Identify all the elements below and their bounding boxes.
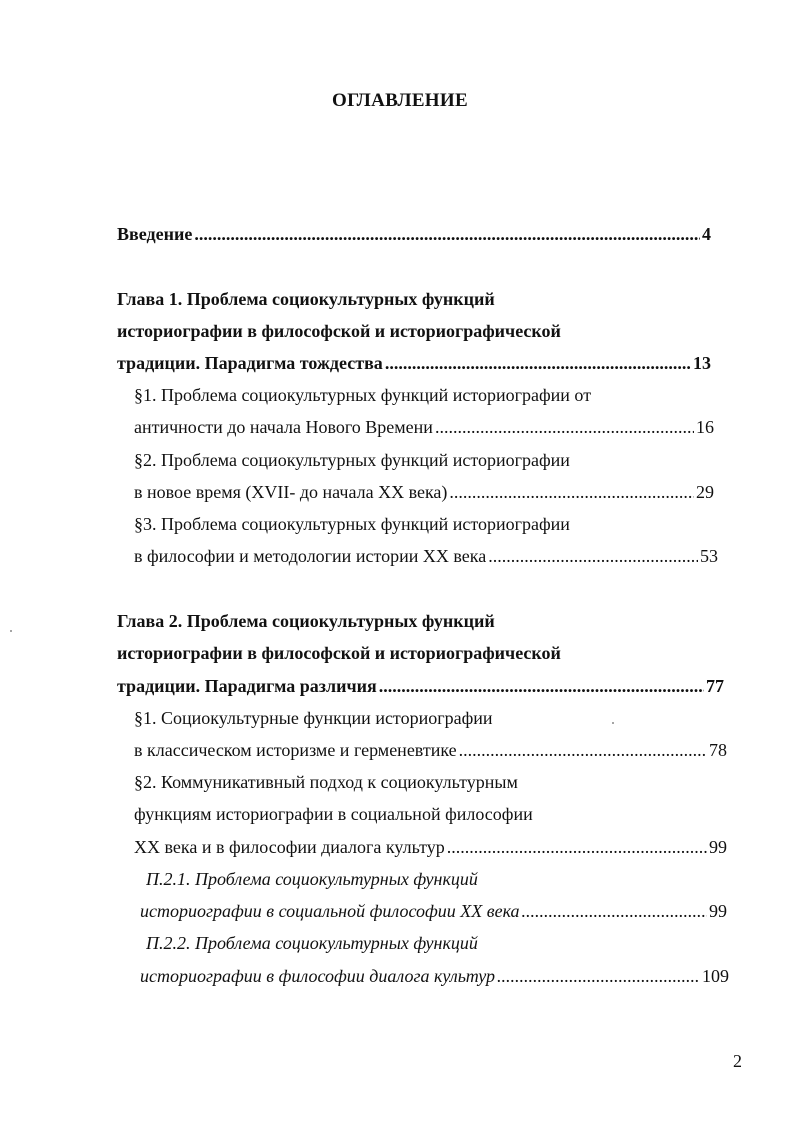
chapter-1-title-line-2: историографии в философской и историографической	[117, 321, 561, 341]
subsection-2-2-2-title-line-2: историографии в философии диалога культур	[140, 966, 495, 986]
section-1-3-title-line-2: в философии и методологии истории XX века	[134, 546, 487, 566]
toc-entry-section-1-2	[134, 480, 714, 504]
scan-speck	[10, 630, 12, 632]
toc-page-number: 99	[709, 837, 727, 857]
toc-entry-chapter-2	[117, 674, 724, 698]
chapter-1-title-line-3: традиции. Парадигма тождества	[117, 353, 383, 373]
toc-entry-section-2-1	[134, 738, 727, 762]
toc-page-number: 77	[706, 676, 724, 696]
dot-leader	[194, 222, 700, 246]
chapter-2-title-line-3: традиции. Парадигма различия	[117, 676, 377, 696]
dot-leader	[488, 544, 698, 568]
subsection-2-2-1-title-line-2: историографии в социальной философии XX века	[140, 901, 520, 921]
toc-entry-section-1-1	[134, 415, 714, 439]
section-2-2-title-line-3: XX века и в философии диалога культур	[134, 837, 445, 857]
toc-entry-section-2-2	[134, 835, 727, 859]
section-1-1-title-line-2: античности до начала Нового Времени	[134, 417, 433, 437]
page-title: ОГЛАВЛЕНИЕ	[332, 90, 468, 111]
section-2-1-title-line-1: §1. Социокультурные функции историографии	[134, 708, 493, 728]
dot-leader	[522, 899, 707, 923]
scan-speck	[612, 722, 614, 724]
dot-leader	[449, 480, 694, 504]
toc-entry-section-1-3	[134, 544, 718, 568]
toc-page-number: 29	[696, 482, 714, 502]
toc-entry-subsection-2-2-2	[140, 964, 729, 988]
section-1-2-title-line-2: в новое время (XVII- до начала XX века)	[134, 482, 448, 502]
toc-page-number: 4	[702, 224, 711, 244]
subsection-2-2-2-title-line-1: П.2.2. Проблема социокультурных функций	[146, 933, 478, 953]
section-1-3-title-line-1: §3. Проблема социокультурных функций историографии	[134, 514, 570, 534]
section-1-2-title-line-1: §2. Проблема социокультурных функций историографии	[134, 450, 570, 470]
chapter-2-title-line-1: Глава 2. Проблема социокультурных функций	[117, 611, 495, 631]
toc-entry-chapter-1	[117, 351, 711, 375]
toc-page-number: 16	[696, 417, 714, 437]
toc-entry-introduction	[117, 222, 711, 246]
dot-leader	[459, 738, 707, 762]
page-number: 2	[733, 1051, 742, 1071]
dot-leader	[379, 674, 704, 698]
section-2-2-title-line-2: функциям историографии в социальной философии	[134, 804, 533, 824]
section-2-1-title-line-2: в классическом историзме и герменевтике	[134, 740, 457, 760]
dot-leader	[385, 351, 691, 375]
chapter-1-title-line-1: Глава 1. Проблема социокультурных функций	[117, 289, 495, 309]
toc-page-number: 78	[709, 740, 727, 760]
dot-leader	[447, 835, 707, 859]
toc-entry-subsection-2-2-1	[140, 899, 727, 923]
dot-leader	[497, 964, 700, 988]
toc-page-number: 99	[709, 901, 727, 921]
toc-page-number: 109	[702, 966, 729, 986]
chapter-2-title-line-2: историографии в философской и историографической	[117, 643, 561, 663]
toc-page-number: 13	[693, 353, 711, 373]
section-1-1-title-line-1: §1. Проблема социокультурных функций историографии от	[134, 385, 592, 405]
dot-leader	[435, 415, 694, 439]
section-2-2-title-line-1: §2. Коммуникативный подход к социокультурным	[134, 772, 518, 792]
subsection-2-2-1-title-line-1: П.2.1. Проблема социокультурных функций	[146, 869, 478, 889]
toc-entry-title: Введение	[117, 224, 193, 244]
toc-page-number: 53	[700, 546, 718, 566]
